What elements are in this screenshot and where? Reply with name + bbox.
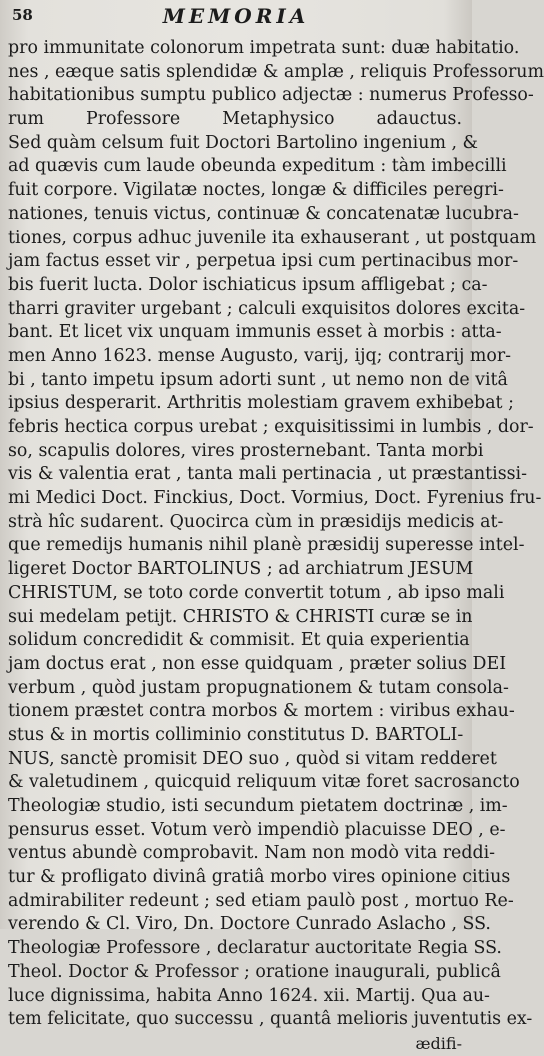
text-line: solidum concredidit & commisit. Et quia experientia <box>8 630 470 651</box>
text-line: febris hectica corpus urebat ; exquisitissimi in lumbis , dor- <box>8 417 534 437</box>
page-header <box>6 4 466 34</box>
text-line: Theologiæ Professore , declaratur auctoritate Regia SS. <box>8 938 502 959</box>
text-line: bant. Et licet vix unquam immunis esset à morbis : atta- <box>8 322 502 343</box>
text-line: pensurus esset. Votum verò impendiò placuisse DEO , e- <box>8 819 506 840</box>
text-line: que remedijs humanis nihil planè præsidij superesse intel- <box>8 535 525 556</box>
text-line: verendo & Cl. Viro, Dn. Doctore Cunrado Aslacho , SS. <box>8 914 491 935</box>
text-line: verbum , quòd justam propugnationem & tutam consola- <box>8 677 509 698</box>
text-line: bi , tanto impetu ipsum adorti sunt , ut nemo non de vitâ <box>8 369 508 390</box>
text-line: ad quævis cum laude obeunda expeditum : tàm imbecilli <box>8 156 507 177</box>
text-line: ventus abundè comprobavit. Nam non modò vita reddi- <box>8 843 496 864</box>
text-line: sui medelam petijt. CHRISTO & CHRISTI curæ se in <box>8 606 473 627</box>
text-line: jam doctus erat , non esse quidquam , præter solius DEI <box>8 653 507 674</box>
text-line: men Anno 1623. mense Augusto, varij, ijq; contrarij mor- <box>8 345 512 366</box>
text-line: tur & profligato divinâ gratiâ morbo vires opinione citius <box>8 867 511 888</box>
text-line: mi Medici Doct. Finckius, Doct. Vormius, Doct. Fyrenius fru- <box>8 488 542 509</box>
body-text <box>8 37 544 1056</box>
text-line: nationes, tenuis victus, continuæ & concatenatæ lucubra- <box>8 203 519 224</box>
text-line: Theologiæ studio, isti secundum pietatem doctrinæ , im- <box>8 796 508 816</box>
text-line: stus & in mortis colliminio constitutus D. BARTOLI- <box>8 724 464 745</box>
text-line: habitationibus sumptu publico adjectæ : numerus Professo- <box>8 85 534 106</box>
text-line: tem felicitate, quo successu , quantâ melioris juventutis ex- <box>8 1009 533 1030</box>
text-line: ligeret Doctor BARTOLINUS ; ad archiatrum JESUM <box>8 559 474 580</box>
text-line: & valetudinem , quicquid reliquum vitæ foret sacrosancto <box>8 772 520 793</box>
text-line: tionem præstet contra morbos & mortem : viribus exhau- <box>8 701 515 722</box>
text-line: tiones, corpus adhuc juvenile ita exhauserant , ut postquam <box>8 227 537 248</box>
text-line: luce dignissima, habita Anno 1624. xii. Martij. Qua au- <box>8 985 490 1006</box>
text-line: pro immunitate colonorum impetrata sunt: duæ habitatio. <box>8 38 520 58</box>
text-line: vis & valentia erat , tanta mali pertinacia , ut præstantissi- <box>8 464 527 485</box>
running-title: MEMORIA <box>162 4 310 28</box>
text-line: fuit corpore. Vigilatæ noctes, longæ & difficiles peregri- <box>8 180 504 201</box>
text-line: strà hîc sudarent. Quocirca cùm in præsidijs medicis at- <box>8 511 504 532</box>
text-line: bis fuerit lucta. Dolor ischiaticus ipsum affligebat ; ca- <box>8 274 488 295</box>
catchword: ædifi- <box>415 1033 462 1053</box>
text-line: nes , eæque satis splendidæ & amplæ , reliquis Professorum <box>8 61 544 82</box>
text-line: ipsius desperarit. Arthritis molestiam gravem exhibebat ; <box>8 393 514 414</box>
text-line: NUS, sanctè promisit DEO suo , quòd si vitam redderet <box>8 748 497 769</box>
text-line: Theol. Doctor & Professor ; oratione inaugurali, publicâ <box>8 961 501 982</box>
text-line: jam factus esset vir , perpetua ipsi cum pertinacibus mor- <box>8 251 519 272</box>
text-line: CHRISTUM, se toto corde convertit totum , ab ipso mali <box>8 582 505 603</box>
page-number: 58 <box>12 6 33 24</box>
text-line: admirabiliter redeunt ; sed etiam paulò post , mortuo Re- <box>8 890 514 911</box>
text-line: rum Professore Metaphysico adauctus. <box>8 109 462 130</box>
text-line: so, scapulis dolores, vires prosternebant. Tanta morbi <box>8 440 484 461</box>
text-line: tharri graviter urgebant ; calculi exquisitos dolores excita- <box>8 298 526 319</box>
text-line: Sed quàm celsum fuit Doctori Bartolino ingenium , & <box>8 132 478 153</box>
